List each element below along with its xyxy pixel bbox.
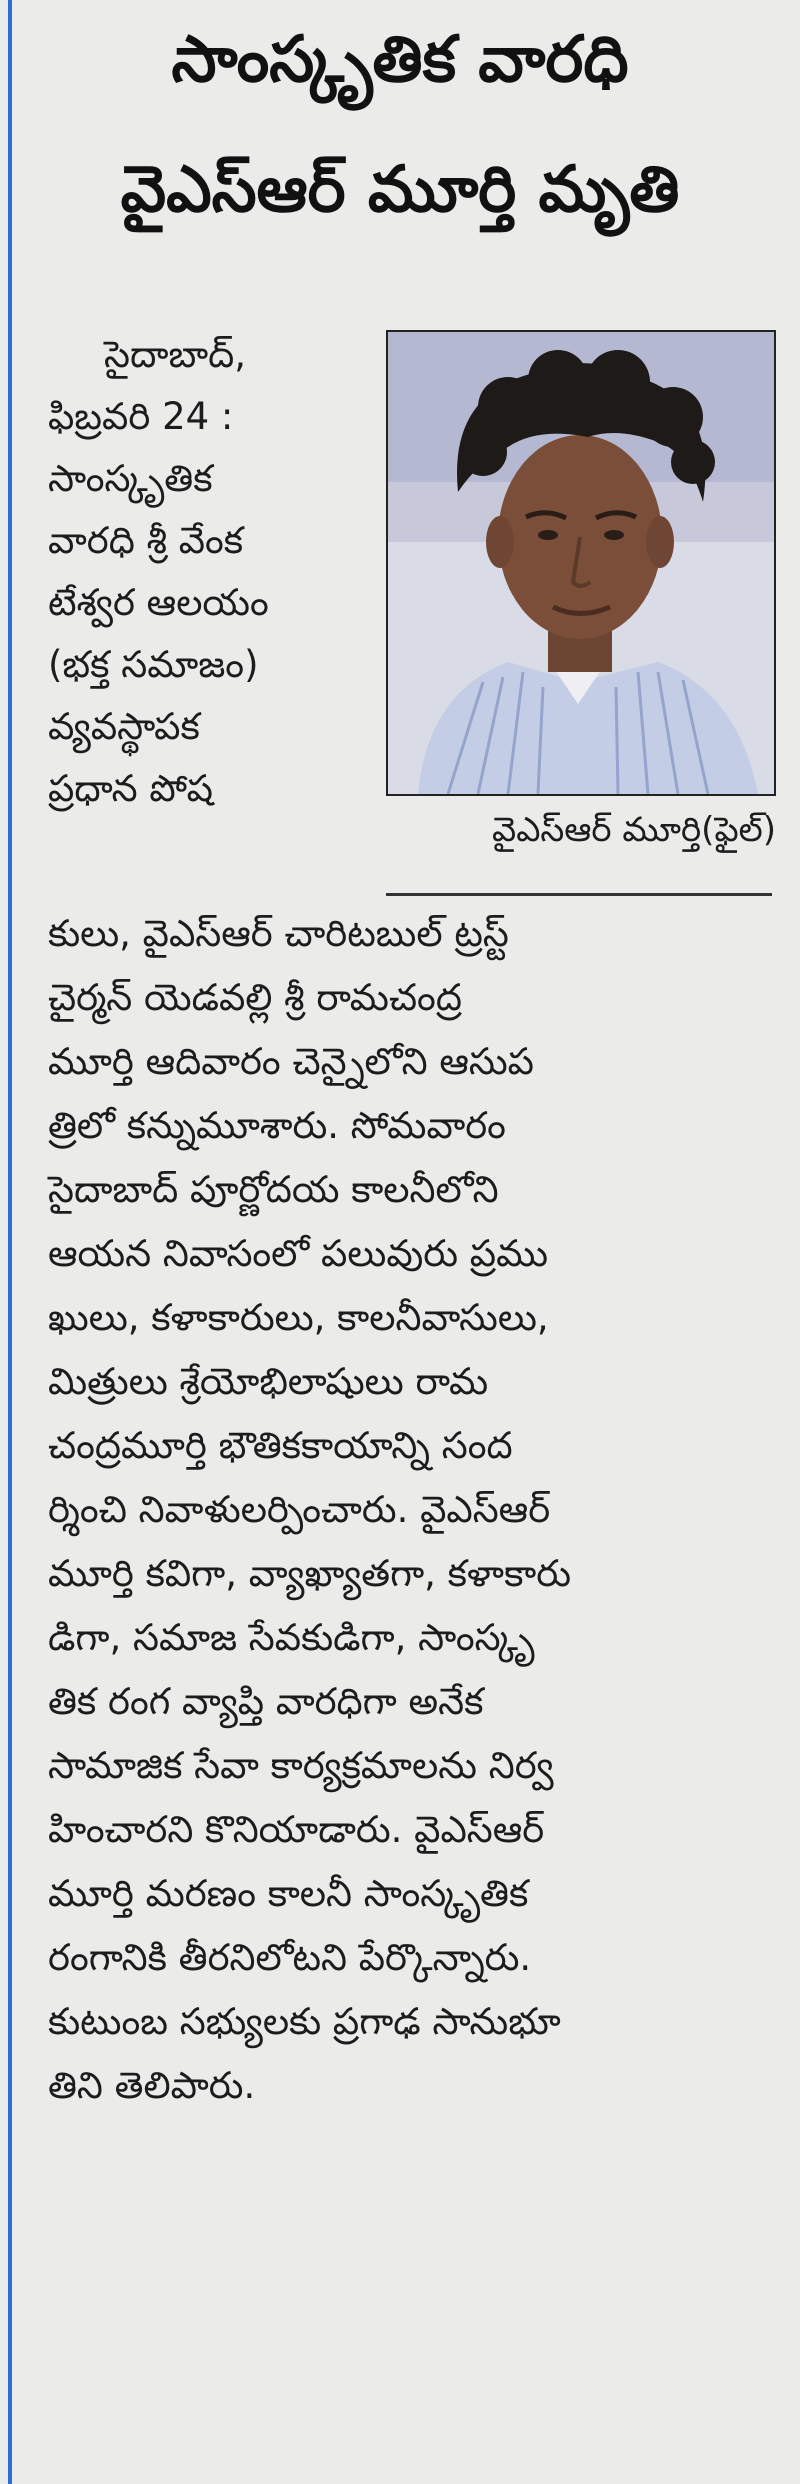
body-line: మిత్రులు శ్రేయోభిలాషులు రామ xyxy=(48,1360,489,1403)
body-line: ఖులు, కళాకారులు, కాలనీవాసులు, xyxy=(48,1296,549,1339)
body-line: తిక రంగ వ్యాప్తి వారధిగా అనేక xyxy=(48,1680,484,1723)
body-line: చంద్రమూర్తి భౌతికకాయాన్ని సంద xyxy=(48,1424,513,1467)
column-border xyxy=(8,0,12,2484)
dateline-line: ఫిబ్రవరి 24 : xyxy=(48,395,234,438)
dateline-line: వ్యవస్థాపక xyxy=(48,705,200,748)
caption-divider xyxy=(386,893,772,896)
dateline-line: (భక్త సమాజం) xyxy=(48,643,259,686)
body-line: త్రిలో కన్నుమూశారు. సోమవారం xyxy=(48,1104,506,1147)
dateline-line: ప్రధాన పోష xyxy=(48,767,214,810)
headline-line-2: వైఎస్ఆర్ మూర్తి మృతి xyxy=(120,153,680,227)
body-line: చైర్మన్ యెడవల్లి శ్రీ రామచంద్ర xyxy=(48,976,462,1019)
portrait-photo xyxy=(386,330,776,796)
photo-caption: వైఎస్ఆర్ మూర్తి(ఫైల్) xyxy=(492,810,776,850)
body-line: మూర్తి ఆదివారం చెన్నైలోని ఆసుప xyxy=(48,1040,534,1083)
body-line: రంగానికి తీరనిలోటని పేర్కొన్నారు. xyxy=(48,1936,532,1979)
dateline-line: సాంస్కృతిక xyxy=(48,457,213,500)
portrait-illustration xyxy=(388,332,774,794)
body-line: కులు, వైఎస్ఆర్ చారిటబుల్ ట్రస్ట్ xyxy=(48,912,509,955)
body-line: మూర్తి కవిగా, వ్యాఖ్యాతగా, కళాకారు xyxy=(48,1552,572,1595)
body-line: సైదాబాద్ పూర్ణోదయ కాలనీలోని xyxy=(48,1168,499,1211)
body-line: డిగా, సమాజ సేవకుడిగా, సాంస్కృ xyxy=(48,1616,535,1659)
body-line: ర్శించి నివాళులర్పించారు. వైఎస్ఆర్ xyxy=(48,1488,551,1531)
dateline-line: టేశ్వర ఆలయం xyxy=(48,581,269,624)
dateline-line: వారధి శ్రీ వేంక xyxy=(48,519,244,562)
body-line: హించారని కొనియాడారు. వైఎస్ఆర్ xyxy=(48,1808,545,1851)
body-line: సామాజిక సేవా కార్యక్రమాలను నిర్వ xyxy=(48,1744,554,1787)
body-line: తిని తెలిపారు. xyxy=(48,2064,256,2107)
body-line: ఆయన నివాసంలో పలువురు ప్రము xyxy=(48,1232,549,1275)
dateline-line: సైదాబాద్, xyxy=(104,333,247,376)
body-line: కుటుంబ సభ్యులకు ప్రగాఢ సానుభూ xyxy=(48,2000,561,2043)
headline-line-1: సాంస్కృతిక వారధి xyxy=(171,23,629,97)
body-line: మూర్తి మరణం కాలనీ సాంస్కృతిక xyxy=(48,1872,529,1915)
